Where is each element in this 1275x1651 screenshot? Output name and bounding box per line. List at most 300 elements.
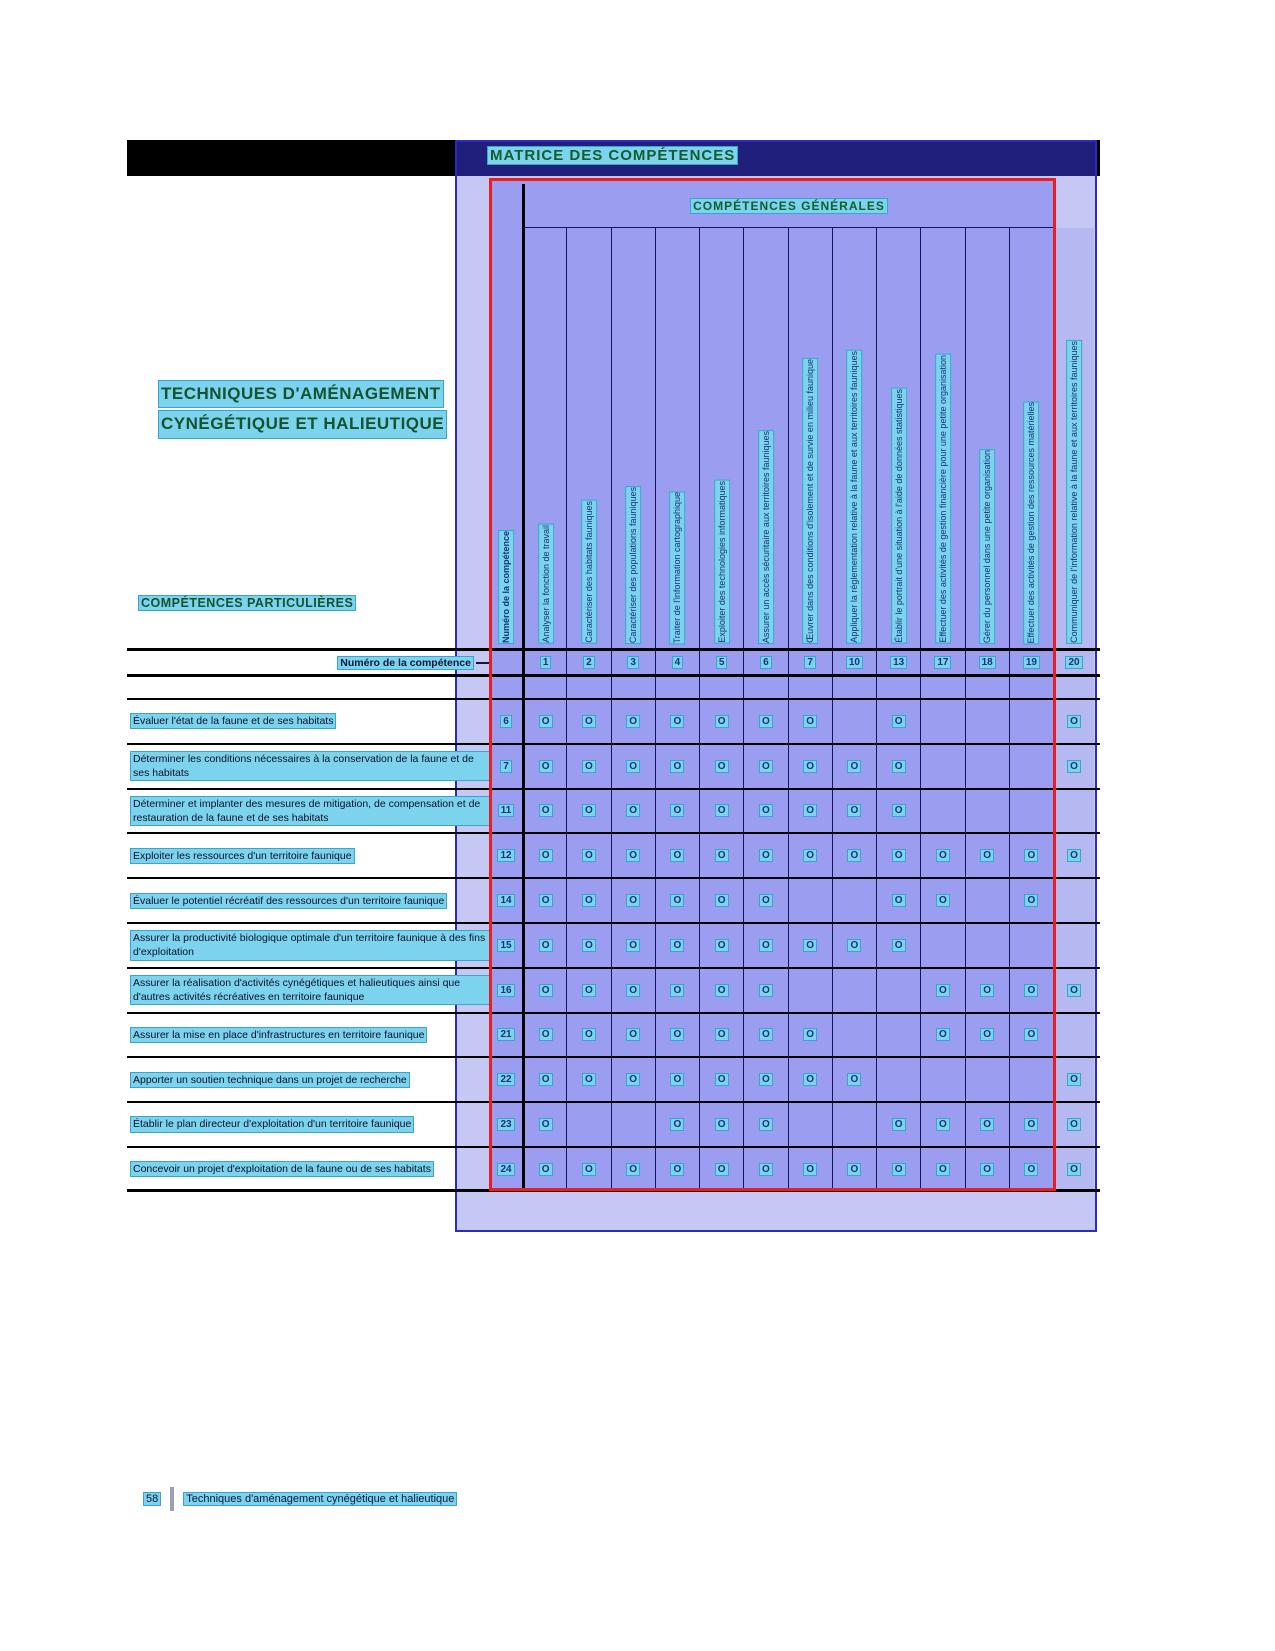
mark-o: O [539, 715, 553, 728]
competence-number-cell-3 [611, 651, 655, 674]
column-header-label: Analyser la fonction de travail [537, 524, 553, 644]
matrix-cell [965, 879, 1009, 922]
row-label-cell [127, 834, 490, 877]
matrix-cell [611, 790, 655, 833]
matrix-cell [920, 879, 964, 922]
footer-divider [170, 1487, 174, 1511]
row-label-cell [127, 924, 490, 967]
mark-o: O [936, 984, 950, 997]
mark-o: O [803, 715, 817, 728]
matrix-cell [522, 700, 566, 743]
row-number-cell [490, 1148, 522, 1191]
matrix-cell [655, 700, 699, 743]
competence-number: 2 [583, 656, 595, 669]
row-label-cell [127, 1103, 490, 1146]
competence-number: 6 [760, 656, 772, 669]
matrix-cell [788, 790, 832, 833]
mark-o: O [936, 894, 950, 907]
footer-page-number: 58 [143, 1492, 161, 1506]
mark-o: O [892, 1118, 906, 1131]
mark-o: O [715, 1163, 729, 1176]
row-number-cell [490, 677, 522, 698]
row-label-cell [127, 745, 490, 788]
matrix-cell [699, 924, 743, 967]
mark-o: O [1024, 849, 1038, 862]
matrix-cell [920, 1148, 964, 1191]
matrix-cell [522, 677, 566, 698]
number-row-label: Numéro de la compétence [337, 656, 474, 670]
competence-number: 3 [627, 656, 639, 669]
matrix-cell [1053, 677, 1094, 698]
column-header-label: Assurer un accès sécuritaire aux territoires fauniques [758, 430, 774, 644]
mark-o: O [1024, 984, 1038, 997]
table-bottom-rule [127, 1189, 1100, 1192]
row-number-cell [490, 924, 522, 967]
matrix-cell [788, 1058, 832, 1101]
mark-o: O [980, 1028, 994, 1041]
competence-number-cell-6 [743, 651, 787, 674]
mark-o: O [670, 939, 684, 952]
row-label-cell [127, 879, 490, 922]
matrix-cell [788, 677, 832, 698]
column-header-label: Appliquer la réglementation relative à la faune et aux territoires fauniques [846, 350, 862, 644]
matrix-cell [1009, 879, 1053, 922]
row-number: 16 [497, 984, 514, 997]
mark-o: O [759, 1073, 773, 1086]
mark-o: O [1067, 715, 1081, 728]
mark-o: O [626, 939, 640, 952]
mark-o: O [715, 804, 729, 817]
matrix-cell [832, 1058, 876, 1101]
competence-number-cell-4 [655, 651, 699, 674]
matrix-cell [876, 790, 920, 833]
mark-o: O [803, 1163, 817, 1176]
row-label: Déterminer et implanter des mesures de mitigation, de compensation et de restauration de la faune et de ses habitats [130, 796, 490, 826]
row-label-cell [127, 790, 490, 833]
matrix-cell [743, 1148, 787, 1191]
matrix-cell [788, 1014, 832, 1057]
matrix-cell [1009, 924, 1053, 967]
matrix-cell [743, 1058, 787, 1101]
general-competencies-band [522, 184, 1053, 228]
competence-number: 20 [1065, 656, 1082, 669]
mark-o: O [582, 1073, 596, 1086]
row-number: 6 [500, 715, 512, 728]
mark-o: O [847, 760, 861, 773]
matrix-cell [743, 1103, 787, 1146]
matrix-cell [522, 1058, 566, 1101]
matrix-cell [699, 700, 743, 743]
matrix-cell [655, 1058, 699, 1101]
matrix-cell [522, 1103, 566, 1146]
matrix-cell [522, 745, 566, 788]
matrix-row-15 [127, 922, 1100, 967]
matrix-cell [611, 1103, 655, 1146]
matrix-cell [832, 677, 876, 698]
mark-o: O [759, 1118, 773, 1131]
matrix-cell [876, 1103, 920, 1146]
matrix-cell [566, 700, 610, 743]
mark-o: O [936, 849, 950, 862]
matrix-cell [788, 879, 832, 922]
matrix-cell [876, 969, 920, 1012]
mark-o: O [1024, 1028, 1038, 1041]
competence-number-cell-1 [522, 651, 566, 674]
matrix-cell [832, 924, 876, 967]
mark-o: O [1067, 1163, 1081, 1176]
matrix-cell [920, 677, 964, 698]
mark-o: O [803, 849, 817, 862]
footer-text: Techniques d'aménagement cynégétique et halieutique [183, 1492, 457, 1506]
mark-o: O [759, 804, 773, 817]
matrix-cell [655, 969, 699, 1012]
competence-number-cell-17 [920, 651, 964, 674]
matrix-cell [965, 834, 1009, 877]
competence-number: 4 [672, 656, 684, 669]
mark-o: O [715, 984, 729, 997]
mark-o: O [847, 1073, 861, 1086]
competence-number: 7 [804, 656, 816, 669]
matrix-cell [832, 834, 876, 877]
row-label-cell [127, 1014, 490, 1057]
matrix-cell [655, 879, 699, 922]
mark-o: O [670, 984, 684, 997]
row-number: 15 [497, 939, 514, 952]
matrix-cell [876, 924, 920, 967]
page-title: MATRICE DES COMPÉTENCES [487, 146, 738, 165]
mark-o: O [539, 1118, 553, 1131]
matrix-cell [611, 879, 655, 922]
row-label-cell [127, 677, 490, 698]
row-number-cell [490, 1058, 522, 1101]
row-number-cell [490, 969, 522, 1012]
matrix-cell [920, 700, 964, 743]
row-number-cell [490, 1014, 522, 1057]
mark-o: O [715, 1028, 729, 1041]
mark-o: O [936, 1118, 950, 1131]
matrix-cell [699, 1058, 743, 1101]
matrix-cell [611, 924, 655, 967]
column-header-label: Œuvrer dans des conditions d'isolement et de survie en milieu faunique [802, 358, 818, 644]
mark-o: O [936, 1163, 950, 1176]
mark-o: O [626, 894, 640, 907]
matrix-cell [832, 790, 876, 833]
competence-number-cell-10 [832, 651, 876, 674]
mark-o: O [847, 939, 861, 952]
row-label-cell [127, 1148, 490, 1191]
mark-o: O [539, 894, 553, 907]
competence-number-cell-5 [699, 651, 743, 674]
mark-o: O [670, 1028, 684, 1041]
matrix-cell [965, 969, 1009, 1012]
column-header-label: Communiquer de l'information relative à la faune et aux territoires fauniques [1066, 340, 1082, 644]
row-number-cell [490, 834, 522, 877]
matrix-cell [522, 924, 566, 967]
mark-o: O [715, 1073, 729, 1086]
leader-line [476, 662, 490, 664]
competence-number-cell-20 [1053, 651, 1094, 674]
matrix-cell [788, 745, 832, 788]
competence-number-cell-19 [1009, 651, 1053, 674]
mark-o: O [626, 1028, 640, 1041]
matrix-cell [832, 969, 876, 1012]
mark-o: O [980, 984, 994, 997]
matrix-cell [965, 1148, 1009, 1191]
matrix-cell [832, 1103, 876, 1146]
mark-o: O [582, 1028, 596, 1041]
matrix-cell [699, 1148, 743, 1191]
matrix-cell [743, 924, 787, 967]
matrix-cell [832, 700, 876, 743]
mark-o: O [1067, 984, 1081, 997]
row-number-cell [490, 1103, 522, 1146]
mark-o: O [759, 984, 773, 997]
matrix-cell [655, 834, 699, 877]
column-header-6 [743, 228, 787, 648]
matrix-cell [1009, 790, 1053, 833]
competence-number: 19 [1023, 656, 1040, 669]
matrix-cell [920, 1058, 964, 1101]
matrix-cell [566, 677, 610, 698]
matrix-cell [920, 745, 964, 788]
mark-o: O [582, 939, 596, 952]
mark-o: O [582, 984, 596, 997]
mark-o: O [670, 804, 684, 817]
matrix-cell [655, 924, 699, 967]
mark-o: O [847, 849, 861, 862]
matrix-cell [743, 677, 787, 698]
matrix-row-6 [127, 698, 1100, 743]
row-label: Assurer la mise en place d'infrastructures en territoire faunique [130, 1027, 427, 1043]
row-number: 14 [497, 894, 514, 907]
mark-o: O [759, 760, 773, 773]
matrix-row-14 [127, 877, 1100, 922]
matrix-cell [788, 1148, 832, 1191]
matrix-row-11 [127, 788, 1100, 833]
matrix-cell [876, 745, 920, 788]
mark-o: O [759, 715, 773, 728]
row-label: Évaluer l'état de la faune et de ses habitats [130, 713, 336, 729]
matrix-cell [611, 1058, 655, 1101]
matrix-cell [566, 1148, 610, 1191]
matrix-cell [566, 834, 610, 877]
mark-o: O [626, 760, 640, 773]
mark-o: O [670, 894, 684, 907]
mark-o: O [892, 715, 906, 728]
column-header-numero [490, 228, 522, 648]
mark-o: O [626, 984, 640, 997]
matrix-cell [611, 700, 655, 743]
mark-o: O [539, 939, 553, 952]
mark-o: O [892, 894, 906, 907]
row-label-cell [127, 969, 490, 1012]
matrix-cell [876, 700, 920, 743]
matrix-cell [566, 969, 610, 1012]
matrix-cell [1009, 834, 1053, 877]
mark-o: O [670, 1118, 684, 1131]
matrix-cell [1053, 969, 1094, 1012]
mark-o: O [892, 849, 906, 862]
mark-o: O [847, 1163, 861, 1176]
column-header-label: Exploiter des technologies informatiques [713, 480, 729, 644]
column-header-20 [1053, 228, 1094, 648]
mark-o: O [803, 939, 817, 952]
competence-number: 10 [846, 656, 863, 669]
matrix-cell [743, 790, 787, 833]
matrix-cell [699, 834, 743, 877]
matrix-cell [920, 790, 964, 833]
matrix-cell [788, 1103, 832, 1146]
matrix-cell [743, 969, 787, 1012]
matrix-cell [522, 879, 566, 922]
matrix-cell [965, 1014, 1009, 1057]
matrix-cell [699, 745, 743, 788]
mark-o: O [759, 1028, 773, 1041]
mark-o: O [715, 849, 729, 862]
number-row-label-cell [127, 651, 490, 674]
competence-number-cell-2 [566, 651, 610, 674]
matrix-cell [832, 879, 876, 922]
matrix-row-23 [127, 1101, 1100, 1146]
competence-number: 5 [716, 656, 728, 669]
row-number-cell [490, 700, 522, 743]
column-header-label: Effectuer des activités de gestion financière pour une petite organisation [935, 354, 951, 644]
matrix-cell [920, 969, 964, 1012]
competence-number: 1 [540, 656, 552, 669]
mark-o: O [715, 715, 729, 728]
row-number: 24 [497, 1163, 514, 1176]
matrix-cell [788, 969, 832, 1012]
mark-o: O [715, 1118, 729, 1131]
matrix-cell [1053, 924, 1094, 967]
matrix-cell [1009, 745, 1053, 788]
mark-o: O [626, 804, 640, 817]
matrix-cell [611, 677, 655, 698]
matrix-cell [699, 790, 743, 833]
row-number: 11 [498, 804, 515, 817]
matrix-cell [1053, 700, 1094, 743]
mark-o: O [1067, 1118, 1081, 1131]
matrix-row-16 [127, 967, 1100, 1012]
mark-o: O [1024, 1163, 1038, 1176]
matrix-cell [611, 834, 655, 877]
column-header-1 [522, 228, 566, 648]
mark-o: O [539, 760, 553, 773]
column-header-label: Caractériser des populations fauniques [625, 486, 641, 644]
matrix-row-22 [127, 1056, 1100, 1101]
column-header-band [490, 228, 1095, 648]
mark-o: O [715, 760, 729, 773]
mark-o: O [626, 1163, 640, 1176]
matrix-cell [1053, 1148, 1094, 1191]
matrix-cell [1053, 1058, 1094, 1101]
mark-o: O [539, 849, 553, 862]
matrix-cell [920, 1103, 964, 1146]
mark-o: O [892, 760, 906, 773]
matrix-cell [522, 969, 566, 1012]
mark-o: O [759, 1163, 773, 1176]
matrix-cell [1009, 700, 1053, 743]
grid-spacer-row [127, 677, 1100, 698]
row-label: Déterminer les conditions nécessaires à la conservation de la faune et de ses habitats [130, 751, 490, 781]
row-number: 21 [497, 1028, 514, 1041]
matrix-cell [522, 1014, 566, 1057]
row-number-cell [490, 879, 522, 922]
mark-o: O [626, 1073, 640, 1086]
mark-o: O [759, 939, 773, 952]
column-header-18 [965, 228, 1009, 648]
matrix-cell [965, 677, 1009, 698]
matrix-row-21 [127, 1012, 1100, 1057]
competence-number-row [127, 648, 1100, 677]
mark-o: O [715, 894, 729, 907]
matrix-cell [743, 700, 787, 743]
matrix-row-12 [127, 832, 1100, 877]
matrix-cell [1009, 1058, 1053, 1101]
competence-number-cell-18 [965, 651, 1009, 674]
competence-number: 13 [890, 656, 907, 669]
mark-o: O [626, 849, 640, 862]
row-number: 7 [500, 760, 512, 773]
matrix-row-7 [127, 743, 1100, 788]
matrix-cell [566, 924, 610, 967]
matrix-cell [965, 790, 1009, 833]
column-header-2 [566, 228, 610, 648]
matrix-cell [876, 879, 920, 922]
mark-o: O [759, 849, 773, 862]
matrix-cell [566, 1058, 610, 1101]
row-label-cell [127, 1058, 490, 1101]
matrix-cell [876, 1148, 920, 1191]
matrix-cell [655, 677, 699, 698]
matrix-cell [1009, 1014, 1053, 1057]
matrix-cell [965, 745, 1009, 788]
matrix-cell [522, 834, 566, 877]
mark-o: O [539, 1073, 553, 1086]
matrix-cell [743, 834, 787, 877]
number-row-numero-cell [490, 651, 522, 674]
matrix-cell [655, 790, 699, 833]
general-competencies-heading: COMPÉTENCES GÉNÉRALES [690, 198, 888, 214]
matrix-cell [655, 1014, 699, 1057]
matrix-cell [965, 924, 1009, 967]
competence-number-cell-7 [788, 651, 832, 674]
matrix-cell [611, 745, 655, 788]
mark-o: O [980, 1163, 994, 1176]
matrix-cell [1009, 969, 1053, 1012]
mark-o: O [670, 1163, 684, 1176]
matrix-cell [699, 1103, 743, 1146]
matrix-cell [1053, 790, 1094, 833]
matrix-cell [1009, 677, 1053, 698]
column-header-label: Effectuer des activités de gestion des ressources matérielles [1023, 401, 1039, 644]
mark-o: O [582, 894, 596, 907]
row-number: 12 [497, 849, 514, 862]
matrix-cell [1053, 1103, 1094, 1146]
matrix-cell [920, 1014, 964, 1057]
row-number: 22 [497, 1073, 514, 1086]
matrix-cell [655, 745, 699, 788]
matrix-cell [788, 924, 832, 967]
mark-o: O [582, 760, 596, 773]
column-header-3 [611, 228, 655, 648]
matrix-cell [1053, 1014, 1094, 1057]
matrix-cell [566, 879, 610, 922]
particular-competencies-heading: COMPÉTENCES PARTICULIÈRES [138, 595, 356, 611]
column-header-17 [920, 228, 964, 648]
mark-o: O [626, 715, 640, 728]
column-header-4 [655, 228, 699, 648]
